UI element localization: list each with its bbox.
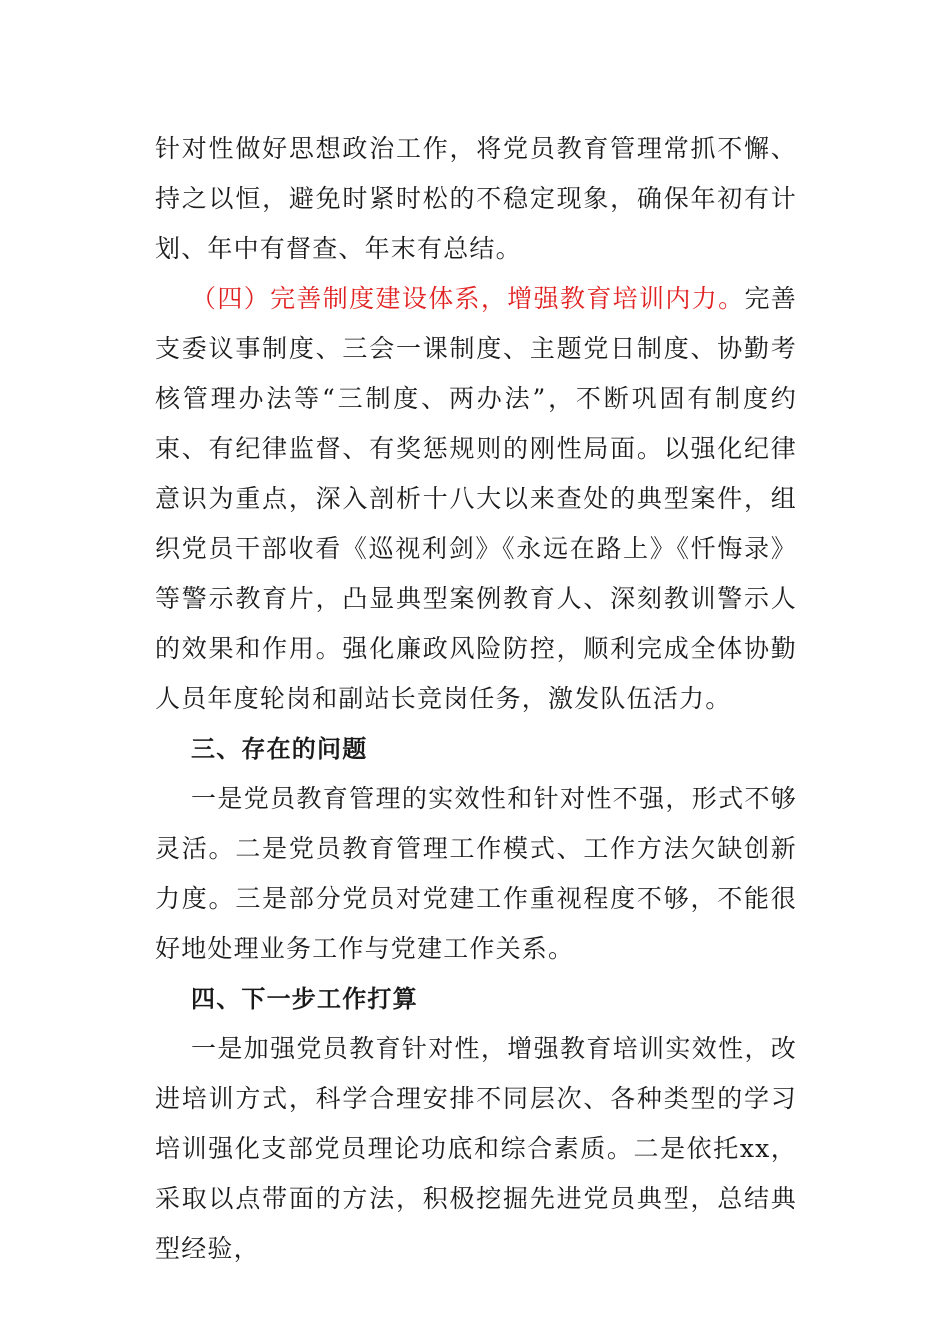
document-body — [155, 124, 797, 1274]
section-4-title: （四）完善制度建设体系，增强教育培训内力。 — [191, 284, 745, 313]
section-4-paragraph — [155, 274, 797, 724]
heading-next-steps: 四、下一步工作打算 — [191, 985, 418, 1013]
next-steps-paragraph: 一是加强党员教育针对性，增强教育培训实效性，改进培训方式，科学合理安排不同层次、各种类型的学习培训强化支部党员理论功底和综合素质。二是依托xx，采取以点带面的方法，积极挖掘先进党员典型，总结典型经验， — [155, 1034, 797, 1263]
paragraph-continuation: 针对性做好思想政治工作，将党员教育管理常抓不懈、持之以恒，避免时紧时松的不稳定现象，确保年初有计划、年中有督查、年末有总结。 — [155, 134, 797, 263]
problems-paragraph: 一是党员教育管理的实效性和针对性不强，形式不够灵活。二是党员教育管理工作模式、工作方法欠缺创新力度。三是部分党员对党建工作重视程度不够，不能很好地处理业务工作与党建工作关系。 — [155, 784, 797, 963]
heading-existing-problems: 三、存在的问题 — [191, 735, 368, 763]
section-4-body: 完善支委议事制度、三会一课制度、主题党日制度、协勤考核管理办法等“三制度、两办法”，不断巩固有制度约束、有纪律监督、有奖惩规则的刚性局面。以强化纪律意识为重点，深入剖析十八大以来查处的典型案件，组织党员干部收看《巡视利剑》《永远在路上》《忏悔录》等警示教育片，凸显典型案例教育人、深刻教训警示人的效果和作用。强化廉政风险防控，顺利完成全体协勤人员年度轮岗和副站长竞岗任务，激发队伍活力。 — [155, 284, 798, 713]
